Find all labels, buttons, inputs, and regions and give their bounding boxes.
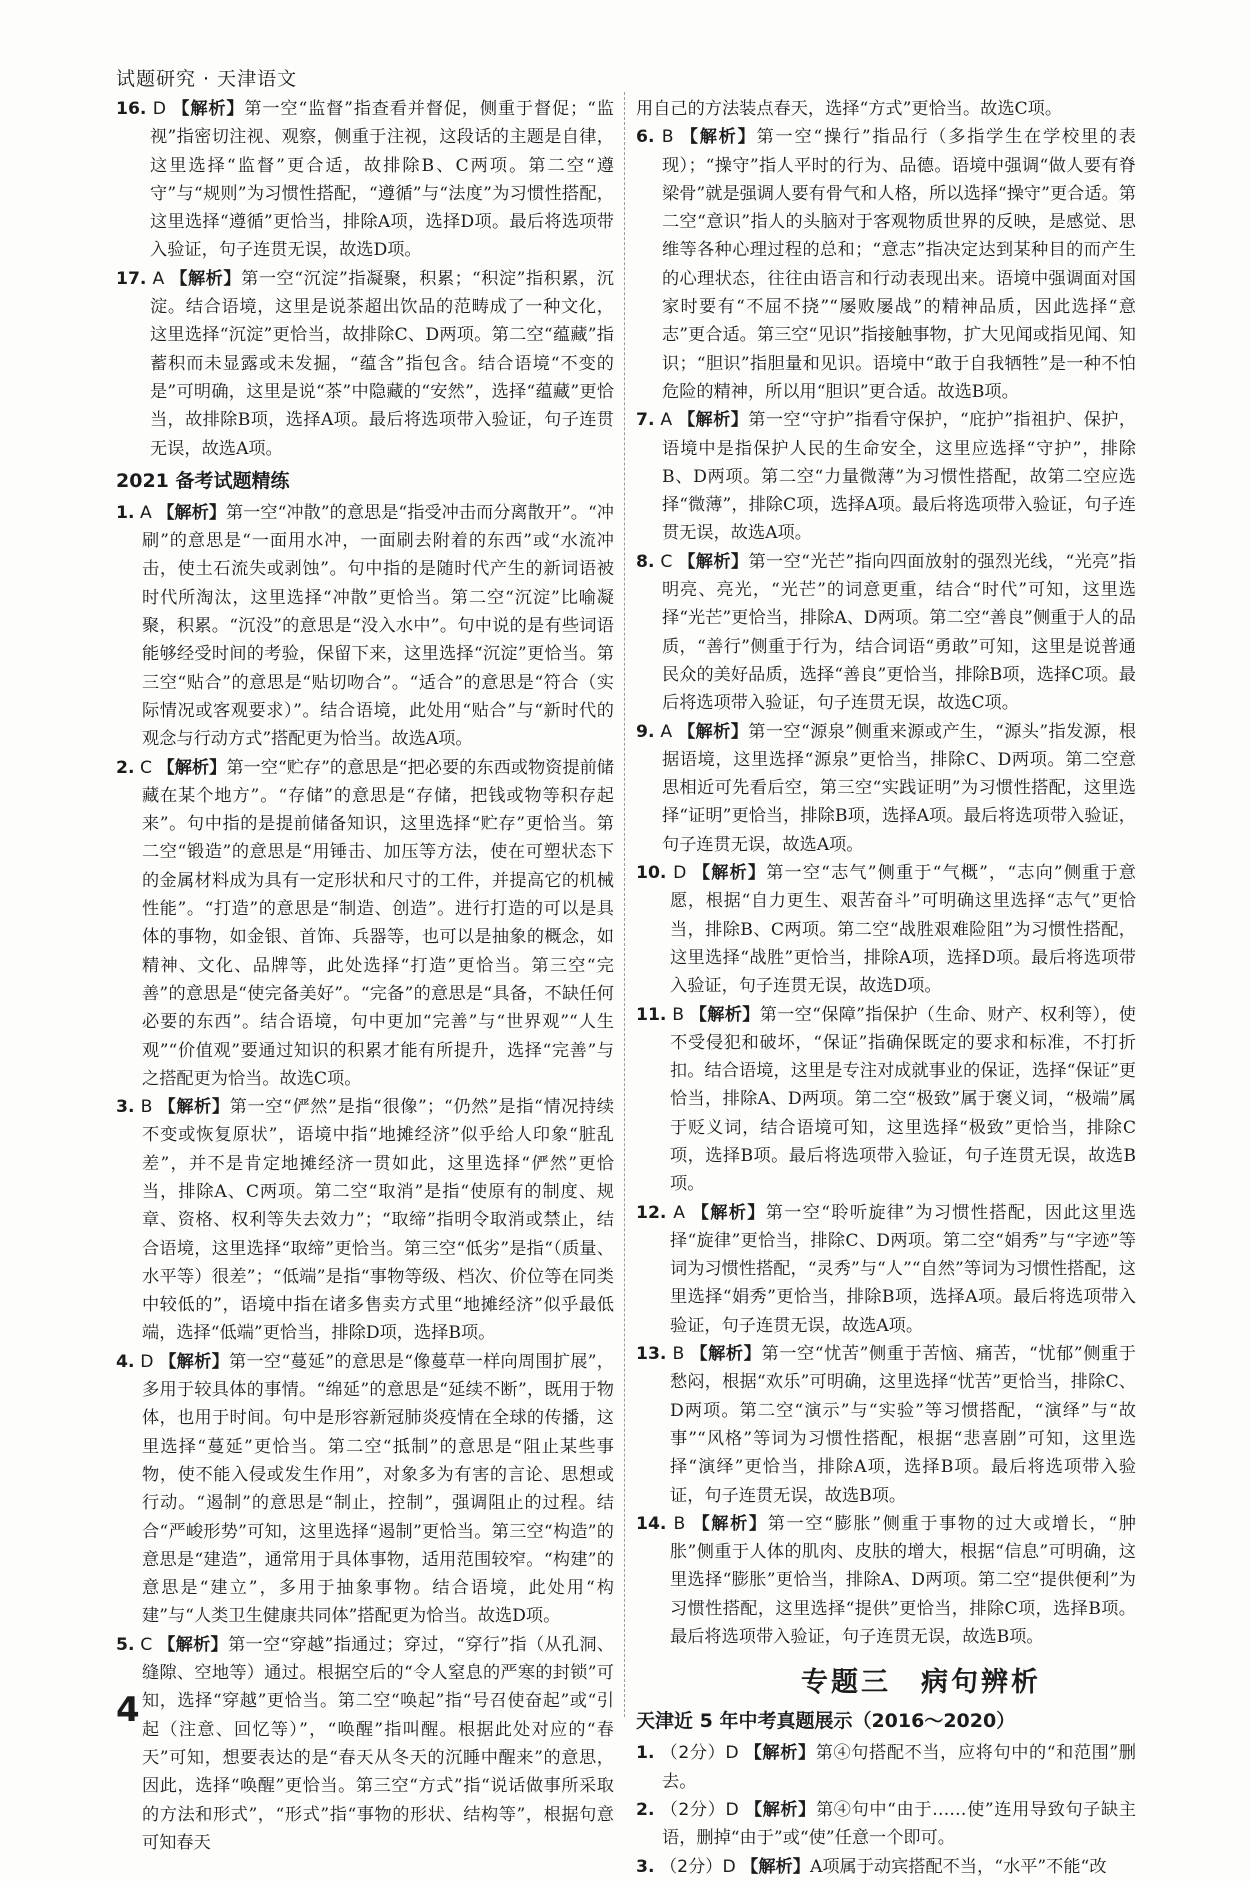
answer-entry xyxy=(636,859,1136,1000)
answer-entry xyxy=(116,1631,614,1857)
entry-answer: D xyxy=(140,1351,154,1372)
analysis-tag: 【解析】 xyxy=(159,1351,230,1372)
entry-answer: （2分）D xyxy=(659,1856,736,1877)
answer-entry xyxy=(636,406,1136,547)
analysis-tag: 【解析】 xyxy=(692,863,767,884)
entry-text: 第一空“膨胀”侧重于事物的过大或增长，“肿胀”侧重于人体的肌肉、皮肤的增大，根据“信息”可明确，这里选择“膨胀”更恰当，排除A、D两项。第二空“提供便利”为习惯性搭配，这里选择“提供”更恰当，排除C项，选择B项。最后将选项带入验证，句子连贯无误，故选B项。 xyxy=(670,1513,1136,1648)
entry-number: 2. xyxy=(116,757,135,778)
entry-answer: （2分）D xyxy=(660,1799,739,1820)
analysis-tag: 【解析】 xyxy=(744,1743,816,1764)
left-entries-1 xyxy=(116,95,614,463)
entry-number: 6. xyxy=(636,127,655,148)
entry-text: 第一空“保障”指保护（生命、财产、权利等），使不受侵犯和破坏，“保证”指确保既定的要求和标准，不打折扣。结合语境，这里是专注对成就事业的保证，选择“保证”更恰当，排除A、D两项。第二空“极致”属于褒义词，“极端”属于贬义词，结合语境可知，这里选择“极致”更恰当，排除C项，选择B项。最后将选项带入验证，句子连贯无误，故选B项。 xyxy=(670,1004,1137,1195)
entry-text: 第一空“源泉”侧重来源或产生，“源头”指发源，根据语境，这里选择“源泉”更恰当，排除C、D两项。第二空意思相近可先看后空，第三空“实践证明”为习惯性搭配，这里选择“证明”更恰当，排除B项，选择A项。最后将选项带入验证，句子连贯无误，故选A项。 xyxy=(662,721,1137,855)
page-number: 4 xyxy=(116,1690,140,1730)
analysis-tag: 【解析】 xyxy=(170,268,242,289)
analysis-tag: 【解析】 xyxy=(157,757,227,778)
running-header: 试题研究 · 天津语文 xyxy=(116,68,298,90)
entry-number: 11. xyxy=(636,1004,667,1025)
analysis-tag: 【解析】 xyxy=(692,1513,768,1534)
column-divider xyxy=(624,92,625,1717)
right-entries-1 xyxy=(636,95,1136,1651)
answer-entry xyxy=(636,1853,1136,1881)
section-title: 2021 备考试题精练 xyxy=(116,469,290,492)
left-entries-2 xyxy=(116,499,614,1857)
analysis-tag: 【解析】 xyxy=(744,1799,816,1820)
entry-number: 14. xyxy=(636,1513,667,1534)
analysis-tag: 【解析】 xyxy=(677,721,749,742)
answer-entry xyxy=(636,1199,1136,1340)
entry-answer: A xyxy=(139,502,152,523)
entry-text: 第一空“沉淀”指凝聚，积累；“积淀”指积累，沉淀。结合语境，这里是说茶超出饮品的范畴成了一种文化，这里选择“沉淀”更恰当，故排除C、D两项。第二空“蕴藏”指蓄积而未显露或未发掘，“蕴含”指包含。结合语境“不变的是”可明确，这里是说“茶”中隐藏的“安然”，选择“蕴藏”更恰当，故排除B项，选择A项。最后将选项带入验证，句子连贯无误，故选A项。 xyxy=(150,268,614,459)
entry-answer: B xyxy=(140,1097,153,1118)
entry-text: 第一空“冲散”的意思是“指受冲击而分离散开”。“冲刷”的意思是“一面用水冲，一面刷去附着的东西”或“水流冲击，使土石流失或剥蚀”。句中指的是随时代产生的新词语被时代所淘汰，这里选择“冲散”更恰当。第二空“沉淀”比喻凝聚，积累。“沉没”的意思是“没入水中”。句中说的是有些词语能够经受时间的考验，保留下来，这里选择“沉淀”更恰当。第三空“贴合”的意思是“贴切吻合”。“适合”的意思是“符合（实际情况或客观要求）”。结合语境，此处用“贴合”与“新时代的观念与行动方式”搭配更为恰当。故选A项。 xyxy=(142,502,614,750)
answer-entry xyxy=(116,1093,614,1348)
entry-number: 7. xyxy=(636,410,655,431)
analysis-tag: 【解析】 xyxy=(680,127,757,148)
entry-answer: C xyxy=(660,551,673,572)
answer-entry xyxy=(636,1340,1136,1510)
entry-text: 第一空“光芒”指向四面放射的强烈光线，“光亮”指明亮、亮光，“光芒”的词意更重，结合“时代”可知，这里选择“光芒”更恰当，排除A、D两项。第二空“善良”侧重于人的品质，“善行”侧重于行为，结合词语“勇敢”可知，这里是说普通民众的美好品质，选择“善良”更恰当，排除B项，选择C项。最后将选项带入验证，句子连贯无误，故选C项。 xyxy=(662,551,1136,714)
answer-entry xyxy=(116,499,614,754)
entry-text: 第一空“贮存”的意思是“把必要的东西或物资提前储藏在某个地方”。“存储”的意思是“存储，把钱或物等积存起来”。句中指的是提前储备知识，这里选择“贮存”更恰当。第二空“锻造”的意思是“用锤击、加压等方法，使在可塑状态下的金属材料成为具有一定形状和尺寸的工件，并提高它的机械性能”。“打造”的意思是“制造、创造”。进行打造的可以是具体的事物，如金银、首饰、兵器等，也可以是抽象的概念，如精神、文化、品牌等，此处选择“打造”更恰当。第三空“完善”的意思是“使完备美好”。“完备”的意思是“具备，不缺任何必要的东西”。结合语境，句中更加“完善”与“世界观”“人生观”“价值观”要通过知识的积累才能有所提升，选择“完善”与之搭配更为恰当。故选C项。 xyxy=(142,757,614,1089)
answer-entry xyxy=(636,123,1136,406)
entry-answer: B xyxy=(673,1513,686,1534)
entry-text: 第一空“操行”指品行（多指学生在学校里的表现）；“操守”指人平时的行为、品德。语境中强调“做人要有脊梁骨”就是强调人要有骨气和人格，所以选择“操守”更合适。第二空“意识”指人的头脑对于客观物质世界的反映，是感觉、思维等各种心理过程的总和；“意志”指决定达到某种目的而产生的心理状态，往往由语言和行动表现出来。语境中强调面对国家时要有“不屈不挠”“屡败屡战”的精神品质，因此选择“意志”更合适。第三空“见识”指接触事物，扩大见闻或指见闻、知识；“胆识”指胆量和见识。语境中“敢于自我牺牲”是一种不怕危险的精神，所以用“胆识”更合适。故选B项。 xyxy=(662,127,1136,402)
entry-text: 第一空“俨然”是指“很像”；“仍然”是指“情况持续不变或恢复原状”，语境中指“地摊经济”似乎给人印象“脏乱差”，并不是肯定地摊经济一贯如此，这里选择“俨然”更恰当，排除A、C两项。第二空“取消”是指“使原有的制度、规章、资格、权利等失去效力”；“取缔”指明令取消或禁止，结合语境，这里选择“取缔”更恰当。第三空“低劣”是指“（质量、水平等）很差”；“低端”是指“事物等级、档次、价位等在同类中较低的”，语境中指在诸多售卖方式里“地摊经济”似乎最低端，选择“低端”更恰当，排除D项，选择B项。 xyxy=(142,1097,614,1344)
entry-number: 17. xyxy=(116,268,147,289)
entry-number: 16. xyxy=(116,99,147,119)
entry-number: 13. xyxy=(636,1344,667,1365)
entry-number: 3. xyxy=(636,1856,655,1877)
entry-number: 10. xyxy=(636,863,667,884)
entry-answer: C xyxy=(139,757,152,778)
entry-answer: B xyxy=(661,127,674,148)
answer-entry xyxy=(636,1796,1136,1853)
right-column xyxy=(636,95,1136,1881)
analysis-tag: 【解析】 xyxy=(677,410,749,431)
entry-text: 第一空“穿越”指通过；穿过，“穿行”指（从孔洞、缝隙、空地等）通过。根据空后的“令人窒息的严寒的封锁”可知，选择“穿越”更恰当。第二空“唤起”指“号召使奋起”或“引起（注意、回忆等）”，“唤醒”指叫醒。根据此处对应的“春天”可知，想要表达的是“春天从冬天的沉睡中醒来”的意思，因此，选择“唤醒”更恰当。第三空“方式”指“说话做事所采取的方法和形式”，“形式”指“事物的形状、结构等”，根据句意可知春天 xyxy=(142,1634,615,1853)
left-column xyxy=(116,95,614,1857)
entry-answer: A xyxy=(660,410,673,431)
entry-text: 第一空“蔓延”的意思是“像蔓草一样向周围扩展”，多用于较具体的事情。“绵延”的意思是“延续不断”，既用于物体，也用于时间。句中是形容新冠肺炎疫情在全球的传播，这里选择“蔓延”更恰当。第二空“抵制”的意思是“阻止某些事物，使不能入侵或发生作用”，对象多为有害的言论、思想或行动。“遏制”的意思是“制止，控制”，强调阻止的过程。结合“严峻形势”可知，这里选择“遏制”更恰当。第三空“构造”的意思是“建造”，通常用于具体事物，适用范围较窄。“构建”的意思是“建立”，多用于抽象事物。结合语境，此处用“构建”与“人类卫生健康共同体”搭配更为恰当。故选D项。 xyxy=(142,1351,614,1627)
entry-number: 12. xyxy=(636,1202,667,1223)
entry-text: 第④句搭配不当，应将句中的“和范围”删去。 xyxy=(662,1743,1136,1792)
answer-entry xyxy=(636,1001,1136,1199)
answer-entry xyxy=(636,718,1136,859)
analysis-tag: 【解析】 xyxy=(678,551,749,572)
answer-entry xyxy=(636,95,1136,123)
entry-text: 第一空“志气”侧重于“气概”，“志向”侧重于意愿，根据“自力更生、艰苦奋斗”可明确这里选择“志气”更恰当，排除B、C两项。第二空“战胜艰难险阻”为习惯性搭配，这里选择“战胜”更恰当，排除A项，选择D项。最后将选项带入验证，句子连贯无误，故选D项。 xyxy=(670,863,1136,997)
entry-text: 第一空“监督”指查看并督促，侧重于督促；“监视”指密切注视、观察，侧重于注视，这段话的主题是自律，这里选择“监督”更合适，故排除B、C两项。第二空“遵守”与“规则”为习惯性搭配，“遵循”与“法度”为习惯性搭配，这里选择“遵循”更恰当，排除A项，选择D项。最后将选项带入验证，句子连贯无误，故选D项。 xyxy=(150,99,614,261)
entry-text: 第一空“守护”指看守保护，“庇护”指祖护、保护，语境中是指保护人民的生命安全，这里应选择“守护”，排除B、D两项。第二空“力量微薄”为习惯性搭配，故第二空应选择“微薄”，排除C项，选择A项。最后将选项带入验证，句子连贯无误，故选A项。 xyxy=(662,410,1137,544)
entry-answer: D xyxy=(152,99,166,119)
answer-entry xyxy=(636,1739,1136,1796)
entry-number: 9. xyxy=(636,721,655,742)
entry-text: A项属于动宾搭配不当，“水平”不能“改 xyxy=(809,1856,1107,1877)
entry-answer: D xyxy=(673,863,687,884)
analysis-tag: 【解析】 xyxy=(741,1856,810,1877)
entry-text: 第一空“忧苦”侧重于苦恼、痛苦，“忧郁”侧重于愁闷，根据“欢乐”可明确，这里选择“忧苦”更恰当，排除C、D两项。第二空“演示”与“实验”等习惯搭配，“演绎”与“故事”“风格”等词为习惯性搭配，根据“悲喜剧”可知，这里选择“演绎”更恰当，排除A项，选择B项。最后将选项带入验证，句子连贯无误，故选B项。 xyxy=(670,1344,1136,1506)
answer-entry xyxy=(636,1510,1136,1651)
entry-number: 1. xyxy=(116,502,135,523)
entry-number: 1. xyxy=(636,1743,655,1764)
entry-answer: A xyxy=(152,268,165,289)
topic-title: 专题三 病句辨析 xyxy=(801,1667,1041,1699)
answer-entry xyxy=(116,1348,614,1631)
entry-text: 用自己的方法装点春天，选择“方式”更恰当。故选C项。 xyxy=(636,99,1063,119)
answer-entry xyxy=(636,548,1136,718)
analysis-tag: 【解析】 xyxy=(157,502,227,523)
entry-answer: A xyxy=(673,1202,685,1223)
entry-answer: C xyxy=(140,1634,153,1655)
entry-text: 第④句中“由于……使”连用导致句子缺主语，删掉“由于”或“使”任意一个即可。 xyxy=(662,1799,1137,1849)
answer-entry xyxy=(116,95,614,265)
analysis-tag: 【解析】 xyxy=(158,1634,229,1655)
entry-answer: B xyxy=(672,1004,685,1025)
answer-entry xyxy=(116,754,614,1094)
analysis-tag: 【解析】 xyxy=(690,1344,762,1365)
entry-number: 8. xyxy=(636,551,655,572)
entry-answer: （2分）D xyxy=(660,1743,739,1764)
entry-text: 第一空“聆听旋律”为习惯性搭配，因此这里选择“旋律”更恰当，排除C、D两项。第二空“娟秀”与“字迹”等词为习惯性搭配，“灵秀”与“人”“自然”等词为习惯性搭配，这里选择“娟秀”更恰当，排除B项，选择A项。最后将选项带入验证，句子连贯无误，故选A项。 xyxy=(670,1202,1137,1336)
analysis-tag: 【解析】 xyxy=(689,1004,760,1025)
right-entries-2 xyxy=(636,1739,1136,1880)
entry-number: 3. xyxy=(116,1097,135,1118)
entry-number: 2. xyxy=(636,1799,655,1820)
analysis-tag: 【解析】 xyxy=(172,99,245,119)
answer-entry xyxy=(116,265,614,463)
entry-number: 5. xyxy=(116,1634,135,1655)
entry-number: 4. xyxy=(116,1351,135,1372)
entry-answer: A xyxy=(660,721,673,742)
analysis-tag: 【解析】 xyxy=(158,1097,230,1118)
analysis-tag: 【解析】 xyxy=(691,1202,766,1223)
entry-answer: B xyxy=(672,1344,685,1365)
subsection-title: 天津近 5 年中考真题展示（2016～2020） xyxy=(636,1710,1016,1733)
